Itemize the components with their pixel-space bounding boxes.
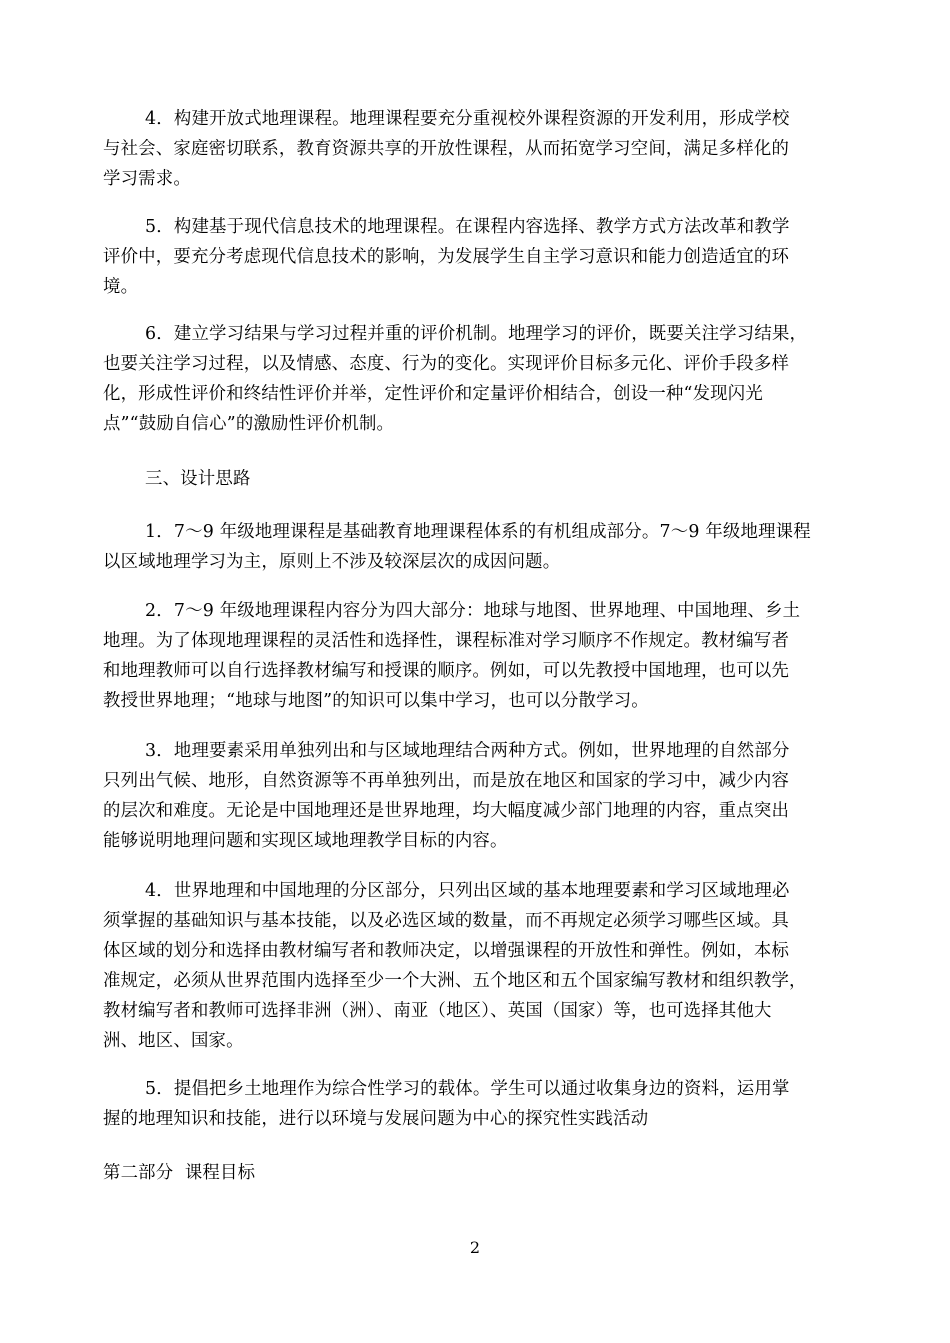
text-line: 境。 <box>103 277 139 297</box>
text-line: 教授世界地理；“地球与地图”的知识可以集中学习，也可以分散学习。 <box>103 691 649 711</box>
page-number: 2 <box>469 1238 481 1257</box>
text-line: 4．构建开放式地理课程。地理课程要充分重视校外课程资源的开发利用，形成学校 <box>145 109 790 129</box>
text-line: 2．7～9 年级地理课程内容分为四大部分：地球与地图、世界地理、中国地理、乡土 <box>145 601 801 621</box>
text-line: 洲、地区、国家。 <box>103 1031 244 1051</box>
text-line: 与社会、家庭密切联系，教育资源共享的开放性课程，从而拓宽学习空间，满足多样化的 <box>103 139 790 159</box>
paragraph-design-4 <box>103 876 863 1056</box>
paragraph-design-2 <box>103 596 863 716</box>
text-line: 3．地理要素采用单独列出和与区域地理结合两种方式。例如，世界地理的自然部分 <box>145 741 790 761</box>
text-line: 点”“鼓励自信心”的激励性评价机制。 <box>103 414 395 434</box>
text-line: 评价中，要充分考虑现代信息技术的影响，为发展学生自主学习意识和能力创造适宜的环 <box>103 247 790 267</box>
text-line: 须掌握的基础知识与基本技能，以及必选区域的数量，而不再规定必须学习哪些区域。具 <box>103 911 790 931</box>
text-line: 的层次和难度。无论是中国地理还是世界地理，均大幅度减少部门地理的内容，重点突出 <box>103 801 790 821</box>
text-line: 三、设计思路 <box>145 469 251 489</box>
section-heading <box>103 1158 863 1188</box>
text-line: 准规定，必须从世界范围内选择至少一个大洲、五个地区和五个国家编写教材和组织教学， <box>103 971 807 991</box>
text-line: 只列出气候、地形，自然资源等不再单独列出，而是放在地区和国家的学习中，减少内容 <box>103 771 790 791</box>
text-line: 能够说明地理问题和实现区域地理教学目标的内容。 <box>103 831 508 851</box>
paragraph-open-curriculum <box>103 104 863 194</box>
text-line: 以区域地理学习为主，原则上不涉及较深层次的成因问题。 <box>103 552 561 572</box>
text-line: 5．构建基于现代信息技术的地理课程。在课程内容选择、教学方式方法改革和教学 <box>145 217 790 237</box>
text-line: 握的地理知识和技能，进行以环境与发展问题为中心的探究性实践活动 <box>103 1109 649 1129</box>
text-line: 体区域的划分和选择由教材编写者和教师决定，以增强课程的开放性和弹性。例如，本标 <box>103 941 790 961</box>
text-line: 4．世界地理和中国地理的分区部分，只列出区域的基本地理要素和学习区域地理必 <box>145 881 790 901</box>
text-line: 6．建立学习结果与学习过程并重的评价机制。地理学习的评价，既要关注学习结果， <box>145 324 808 344</box>
text-line: 教材编写者和教师可选择非洲（洲）、南亚（地区）、英国（国家）等，也可选择其他大 <box>103 1001 772 1021</box>
text-line: 学习需求。 <box>103 169 191 189</box>
section-subheading-design-ideas <box>103 464 863 494</box>
paragraph-it-curriculum <box>103 212 863 302</box>
text-line: 地理。为了体现地理课程的灵活性和选择性，课程标准对学习顺序不作规定。教材编写者 <box>103 631 790 651</box>
text-line: 5．提倡把乡土地理作为综合性学习的载体。学生可以通过收集身边的资料，运用掌 <box>145 1079 790 1099</box>
paragraph-evaluation-mechanism <box>103 319 863 439</box>
paragraph-design-1 <box>103 517 863 577</box>
text-line: 和地理教师可以自行选择教材编写和授课的顺序。例如，可以先教授中国地理，也可以先 <box>103 661 790 681</box>
section-heading-text: 第二部分 课程目标 <box>103 1163 256 1183</box>
text-line: 1．7～9 年级地理课程是基础教育地理课程体系的有机组成部分。7～9 年级地理课程 <box>145 522 811 542</box>
paragraph-design-3 <box>103 736 863 856</box>
paragraph-design-5 <box>103 1074 863 1134</box>
text-line: 也要关注学习过程，以及情感、态度、行为的变化。实现评价目标多元化、评价手段多样 <box>103 354 790 374</box>
text-line: 化，形成性评价和终结性评价并举，定性评价和定量评价相结合，创设一种“发现闪光 <box>103 384 763 404</box>
